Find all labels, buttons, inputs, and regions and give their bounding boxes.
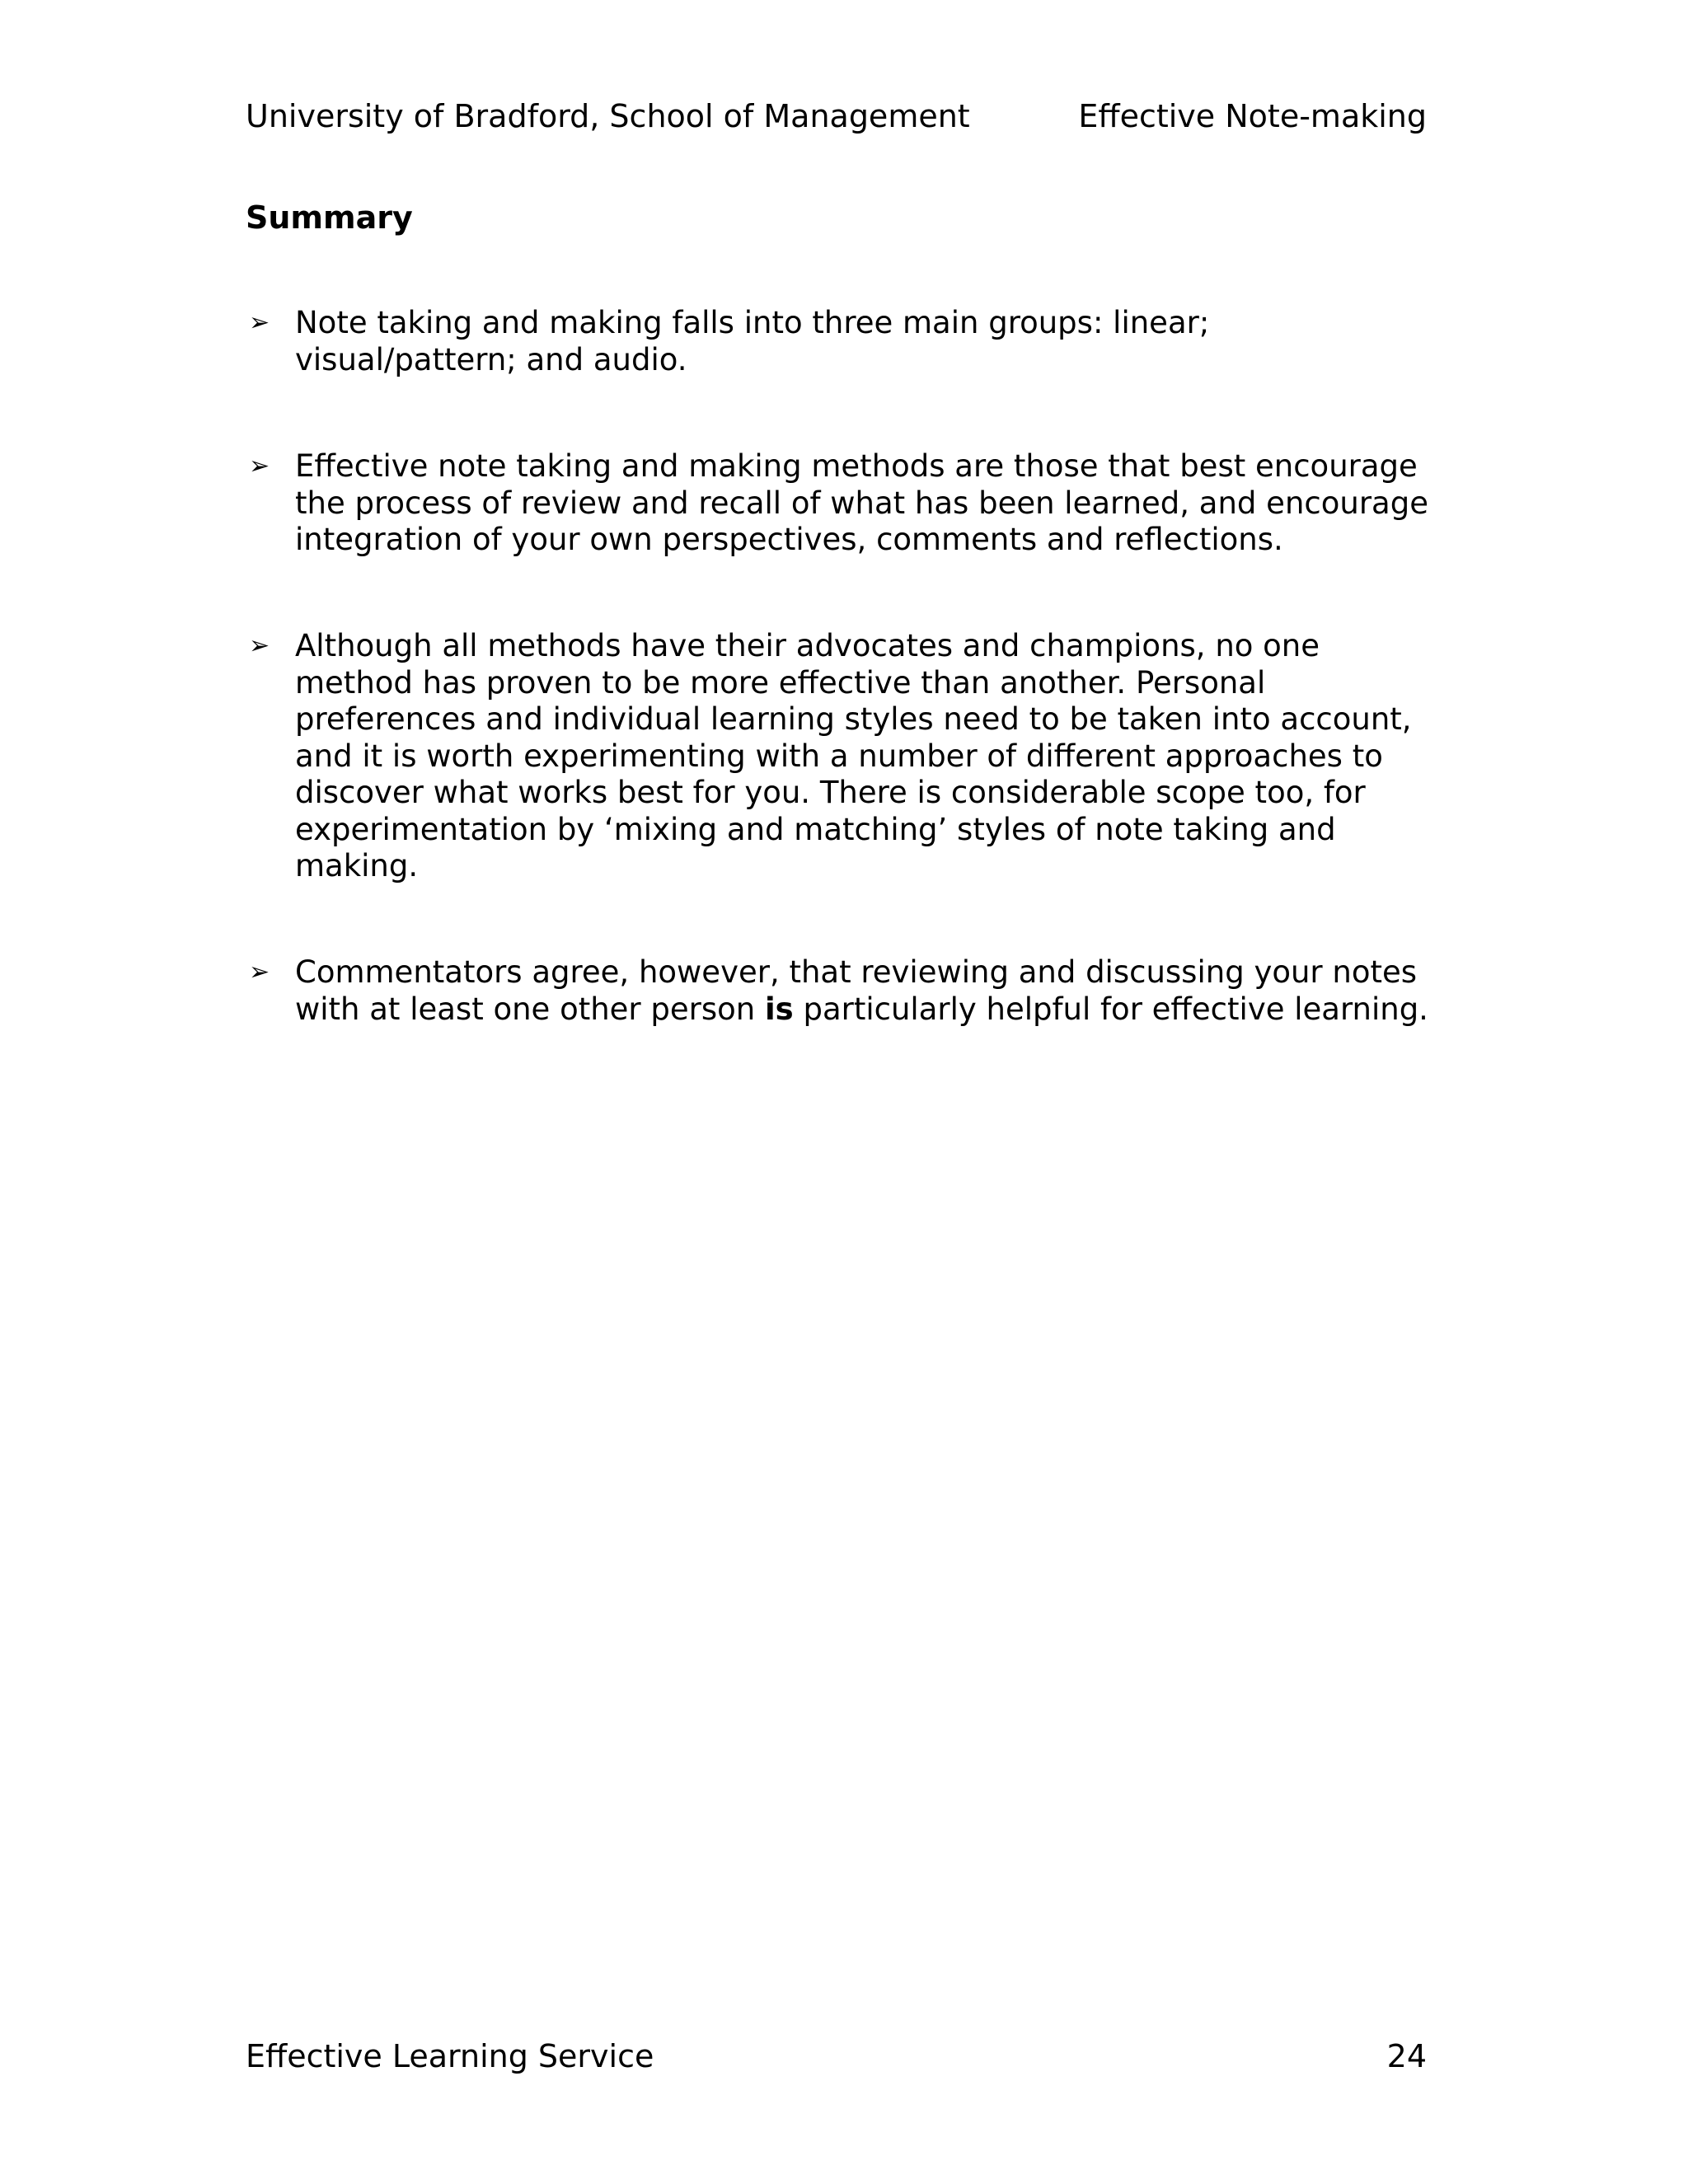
page-number: 24 xyxy=(1386,2038,1427,2074)
arrow-bullet-icon: ➢ xyxy=(249,958,270,987)
header-institution: University of Bradford, School of Management xyxy=(246,98,970,134)
header-document-title: Effective Note-making xyxy=(1078,98,1427,134)
bullet-text: Note taking and making falls into three main groups: linear; visual/pattern; and audio. xyxy=(295,305,1210,377)
arrow-bullet-icon: ➢ xyxy=(249,452,270,480)
bullet-text: Effective note taking and making methods are those that best encourage the process of review and recall of what has been learned, and encourage integration of your own perspectives, comments and reflections. xyxy=(295,448,1428,557)
bullet-text: Although all methods have their advocates and champions, no one method has proven to be more effective than another. Personal preferences and individual learning styles need to be taken into account, and it is worth experimenting with a number of different approaches to discover what works best for you. There is considerable scope too, for experimentation by ‘mixing and matching’ styles of note taking and making. xyxy=(295,628,1412,883)
bullet-text xyxy=(295,954,1432,1028)
bullet-text-emphasis: is xyxy=(765,991,794,1027)
footer-service-name: Effective Learning Service xyxy=(246,2038,654,2074)
section-title: Summary xyxy=(246,199,413,236)
arrow-bullet-icon: ➢ xyxy=(249,308,270,337)
bullet-text-after: particularly helpful for effective learning. xyxy=(793,991,1428,1027)
arrow-bullet-icon: ➢ xyxy=(249,631,270,660)
bullet-text-before: Commentators agree, however, that reviewing and discussing your notes with at least one other person xyxy=(295,954,1418,1027)
